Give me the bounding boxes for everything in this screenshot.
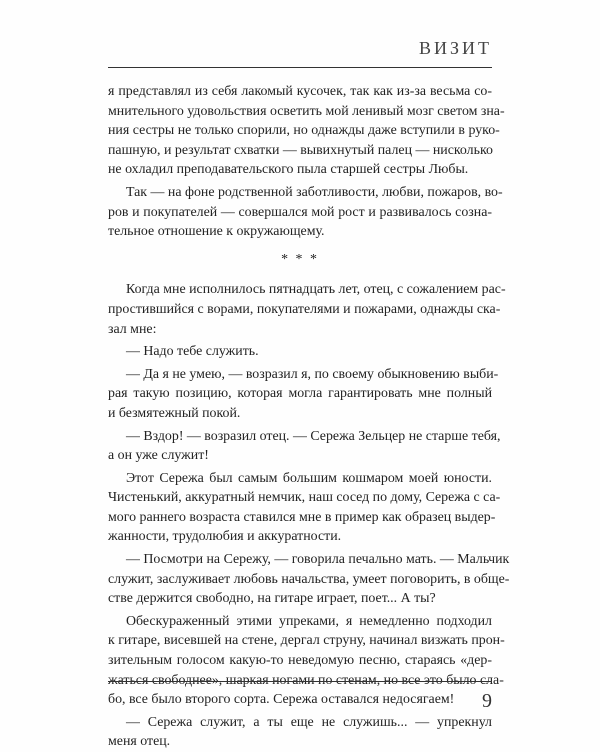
text-line: — Посмотри на Сережу, — говорила печально мать. — Мальчик: [126, 552, 510, 568]
text-line: зительным голосом какую-то неведомую песню, стараясь «дер-: [108, 653, 492, 669]
text-line: Чистенький, аккуратный немчик, наш сосед по дому, Сережа с са-: [108, 490, 501, 506]
header-rule: [108, 67, 492, 68]
text-line: бо, все было второго сорта. Сережа оставался недосягаем!: [108, 692, 455, 708]
text-line: ров и покупателей — совершался мой рост и развивалось сознa-: [108, 204, 492, 220]
text-line: — Да я не умею, — возразил я, по своему обыкновению выби-: [126, 366, 499, 382]
text-line: служит, заслуживает любовь начальства, умеет поговорить, в обще-: [108, 571, 510, 587]
text-line: Так — на фоне родственной заботливости, любви, пожаров, во-: [126, 184, 503, 200]
text-line: мого раннего возраста ставился мне в пример как образец выдер-: [108, 509, 496, 525]
text-line: к гитаре, висевшей на стене, дергал струну, начинал визжать прон-: [108, 633, 505, 649]
text-line: пашную, и результат схватки — вывихнутый палец — нисколько: [108, 142, 493, 158]
text-line: Обескураженный этими упреками, я немедленно подходил: [126, 613, 492, 629]
section-divider: * * *: [281, 251, 319, 267]
text-line: не охладил преподавательского пыла старшей сестры Любы.: [108, 162, 469, 178]
text-line: Этот Сережа был самым большим кошмаром моей юности.: [126, 470, 492, 486]
text-line: меня отец.: [108, 734, 171, 750]
text-line: простившийся с ворами, покупателями и пожарами, однажды ска-: [108, 301, 501, 317]
text-line: Когда мне исполнилось пятнадцать лет, отец, с сожалением рас-: [126, 282, 506, 298]
text-line: тельное отношение к окружающему.: [108, 224, 325, 240]
text-line: я представлял из себя лакомый кусочек, так как из-за весьма со-: [108, 84, 492, 99]
text-line: — Надо тебе служить.: [126, 344, 259, 360]
text-line: жаться свободнее», шаркая ногами по стенам, но все это было сла-: [108, 672, 504, 688]
text-line: и безмятежный покой.: [108, 405, 241, 421]
text-line: — Сережа служит, а ты еще не служишь... — упрекнул: [126, 714, 492, 730]
text-line: — Вздор! — возразил отец. — Сережа Зельцер не старше тебя,: [126, 428, 501, 444]
running-title: ВИЗИТ: [418, 38, 492, 58]
text-line: мнительного удовольствия осветить мой ленивый мозг светом зна-: [108, 103, 505, 119]
text-line: стве держится свободно, на гитаре играет, поет... А ты?: [108, 591, 436, 607]
page-number: 9: [482, 690, 492, 712]
footer-rule: [108, 681, 492, 682]
text-line: зал мне:: [108, 321, 157, 337]
text-line: жанности, трудолюбия и аккуратности.: [108, 529, 342, 545]
text-line: рая такую позицию, которая могла гарантировать мне полный: [108, 386, 492, 402]
text-line: а он уже служит!: [108, 448, 209, 464]
text-line: ния сестры не только спорили, но однажды даже вступили в руко-: [108, 123, 500, 139]
body-text: [108, 82, 510, 752]
